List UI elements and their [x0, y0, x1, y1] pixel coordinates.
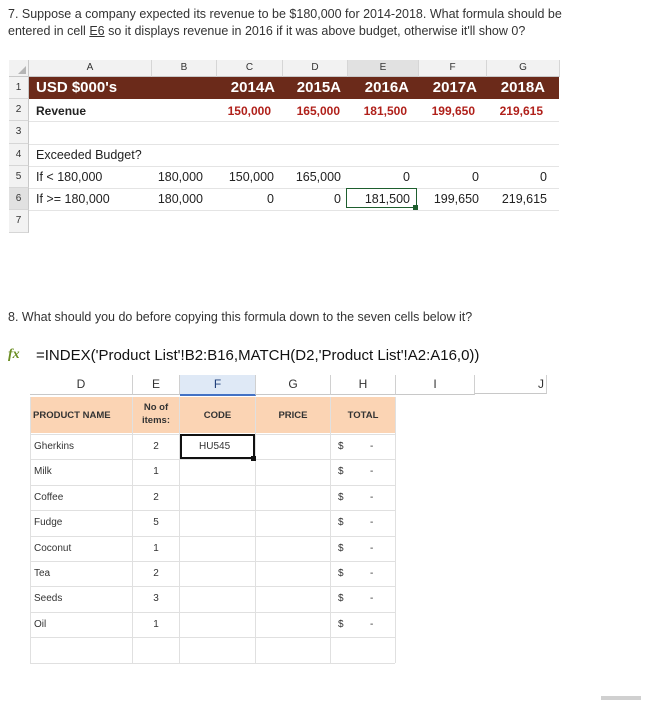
row6-budget[interactable]: 180,000 — [157, 192, 203, 206]
header-price[interactable]: PRICE — [278, 410, 308, 421]
revenue-spreadsheet — [9, 60, 559, 236]
row6-2017[interactable]: 199,650 — [433, 192, 479, 206]
gridline — [29, 188, 559, 189]
question-7-cell-ref: E6 — [89, 24, 105, 38]
column-header-j[interactable]: J — [475, 375, 547, 394]
column-header-c[interactable]: C — [217, 60, 283, 77]
column-header-a[interactable]: A — [29, 60, 152, 77]
row5-label[interactable]: If < 180,000 — [36, 170, 103, 184]
row-header-5[interactable]: 5 — [9, 166, 29, 188]
header-code[interactable]: CODE — [203, 410, 232, 421]
header-items-line-2[interactable]: items: — [142, 415, 170, 426]
column-header-g[interactable]: G — [256, 375, 331, 395]
currency-cell[interactable]: $ — [338, 517, 344, 528]
currency-cell[interactable]: $ — [338, 619, 344, 630]
column-header-d[interactable]: D — [30, 375, 133, 395]
select-all-corner[interactable] — [9, 60, 29, 77]
row6-2015[interactable]: 0 — [334, 192, 341, 206]
fill-handle[interactable] — [413, 205, 418, 210]
exceeded-budget-label[interactable]: Exceeded Budget? — [36, 148, 142, 162]
row5-budget[interactable]: 180,000 — [157, 170, 203, 184]
revenue-2018[interactable]: 219,615 — [499, 104, 543, 118]
revenue-2014[interactable]: 150,000 — [227, 104, 271, 118]
total-cell[interactable]: - — [370, 568, 374, 579]
revenue-2016[interactable]: 181,500 — [363, 104, 407, 118]
scroll-indicator[interactable] — [601, 696, 641, 700]
total-cell[interactable]: - — [370, 619, 374, 630]
row-header-2[interactable]: 2 — [9, 99, 29, 121]
header-year-2016[interactable]: 2016A — [364, 79, 409, 96]
row-header-1[interactable]: 1 — [9, 77, 29, 99]
table-row-line — [30, 663, 395, 664]
total-cell[interactable]: - — [370, 492, 374, 503]
question-7-line-2 — [8, 23, 628, 40]
product-name-cell[interactable]: Seeds — [34, 593, 63, 604]
row6-2016-selected-e6[interactable]: 181,500 — [364, 192, 410, 206]
table-row — [30, 586, 394, 611]
items-cell[interactable]: 1 — [153, 466, 159, 477]
items-cell[interactable]: 2 — [153, 568, 159, 579]
table-row-line — [30, 637, 395, 638]
header-year-2015[interactable]: 2015A — [296, 79, 341, 96]
table-row — [30, 459, 394, 484]
items-cell[interactable]: 3 — [153, 593, 159, 604]
product-name-cell[interactable]: Oil — [34, 619, 47, 630]
revenue-2015[interactable]: 165,000 — [296, 104, 340, 118]
items-cell[interactable]: 1 — [153, 619, 159, 630]
product-name-cell[interactable]: Milk — [34, 466, 52, 477]
row5-2017[interactable]: 0 — [472, 170, 479, 184]
column-header-f[interactable]: F — [419, 60, 487, 77]
currency-cell[interactable]: $ — [338, 466, 344, 477]
header-items-line-1[interactable]: No of — [143, 402, 169, 413]
formula-text[interactable]: =INDEX('Product List'!B2:B16,MATCH(D2,'Product List'!A2:A16,0)) — [36, 347, 480, 364]
gridline — [29, 210, 559, 211]
currency-cell[interactable]: $ — [338, 593, 344, 604]
code-cell[interactable]: HU545 — [199, 441, 231, 452]
table-row — [30, 561, 394, 586]
items-cell[interactable]: 5 — [153, 517, 159, 528]
column-header-e[interactable]: E — [348, 60, 419, 77]
table-row — [30, 485, 394, 510]
column-header-h[interactable]: H — [331, 375, 396, 395]
currency-cell[interactable]: $ — [338, 568, 344, 579]
header-year-2018[interactable]: 2018A — [500, 79, 545, 96]
header-product-name[interactable]: PRODUCT NAME — [33, 410, 111, 421]
question-7-line-1: 7. Suppose a company expected its revenue to be $180,000 for 2014-2018. What formula should be — [8, 7, 562, 21]
product-table-header-row — [30, 397, 395, 433]
total-cell[interactable]: - — [370, 466, 374, 477]
header-year-2014[interactable]: 2014A — [230, 79, 275, 96]
cell-selection-e6 — [346, 188, 417, 208]
row-header-6[interactable]: 6 — [9, 188, 29, 210]
items-cell[interactable]: 1 — [153, 543, 159, 554]
column-header-b[interactable]: B — [152, 60, 217, 77]
items-cell[interactable]: 2 — [153, 441, 159, 452]
table-column-line — [395, 397, 396, 663]
column-header-g[interactable]: G — [487, 60, 560, 77]
question-8-text: 8. What should you do before copying this formula down to the seven cells below it? — [8, 310, 473, 324]
product-name-cell[interactable]: Tea — [34, 568, 51, 579]
row5-2016[interactable]: 0 — [403, 170, 410, 184]
revenue-label[interactable]: Revenue — [36, 104, 87, 118]
table-row — [30, 536, 394, 561]
items-cell[interactable]: 2 — [153, 492, 159, 503]
currency-cell[interactable]: $ — [338, 492, 344, 503]
product-name-cell[interactable]: Fudge — [34, 517, 63, 528]
row-header-3[interactable]: 3 — [9, 121, 29, 144]
row6-label[interactable]: If >= 180,000 — [36, 192, 110, 206]
row5-2014[interactable]: 150,000 — [228, 170, 274, 184]
row-header-7[interactable]: 7 — [9, 210, 29, 233]
header-total[interactable]: TOTAL — [347, 410, 379, 421]
revenue-2017[interactable]: 199,650 — [431, 104, 475, 118]
total-cell[interactable]: - — [370, 517, 374, 528]
question-7-line-2-before: entered in cell — [8, 24, 90, 38]
question-7-line-2-after: so it displays revenue in 2016 if it was above budget, otherwise it'll show 0? — [104, 24, 526, 38]
cell-selection-f — [180, 434, 255, 459]
question-7-text — [8, 6, 628, 40]
total-cell[interactable]: - — [370, 593, 374, 604]
gridline — [29, 121, 559, 122]
column-header-f[interactable]: F — [180, 375, 256, 396]
row6-2018[interactable]: 219,615 — [501, 192, 547, 206]
header-label[interactable]: USD $000's — [36, 79, 118, 96]
row5-2015[interactable]: 165,000 — [295, 170, 341, 184]
column-header-d[interactable]: D — [283, 60, 348, 77]
currency-cell[interactable]: $ — [338, 543, 344, 554]
product-name-cell[interactable]: Gherkins — [34, 441, 75, 452]
row-header-4[interactable]: 4 — [9, 144, 29, 166]
fill-handle[interactable] — [251, 456, 256, 461]
gridline — [29, 144, 559, 145]
total-cell[interactable]: - — [370, 543, 374, 554]
column-header-i[interactable]: I — [396, 375, 475, 395]
table-row — [30, 612, 394, 637]
currency-cell[interactable]: $ — [338, 441, 344, 452]
function-icon[interactable]: fx — [8, 347, 20, 362]
product-name-cell[interactable]: Coconut — [34, 543, 72, 554]
column-header-e[interactable]: E — [133, 375, 180, 395]
row6-2014[interactable]: 0 — [267, 192, 274, 206]
row5-2018[interactable]: 0 — [540, 170, 547, 184]
total-cell[interactable]: - — [370, 441, 374, 452]
table-row — [30, 510, 394, 535]
header-year-2017[interactable]: 2017A — [432, 79, 477, 96]
product-name-cell[interactable]: Coffee — [34, 492, 64, 503]
gridline — [29, 166, 559, 167]
